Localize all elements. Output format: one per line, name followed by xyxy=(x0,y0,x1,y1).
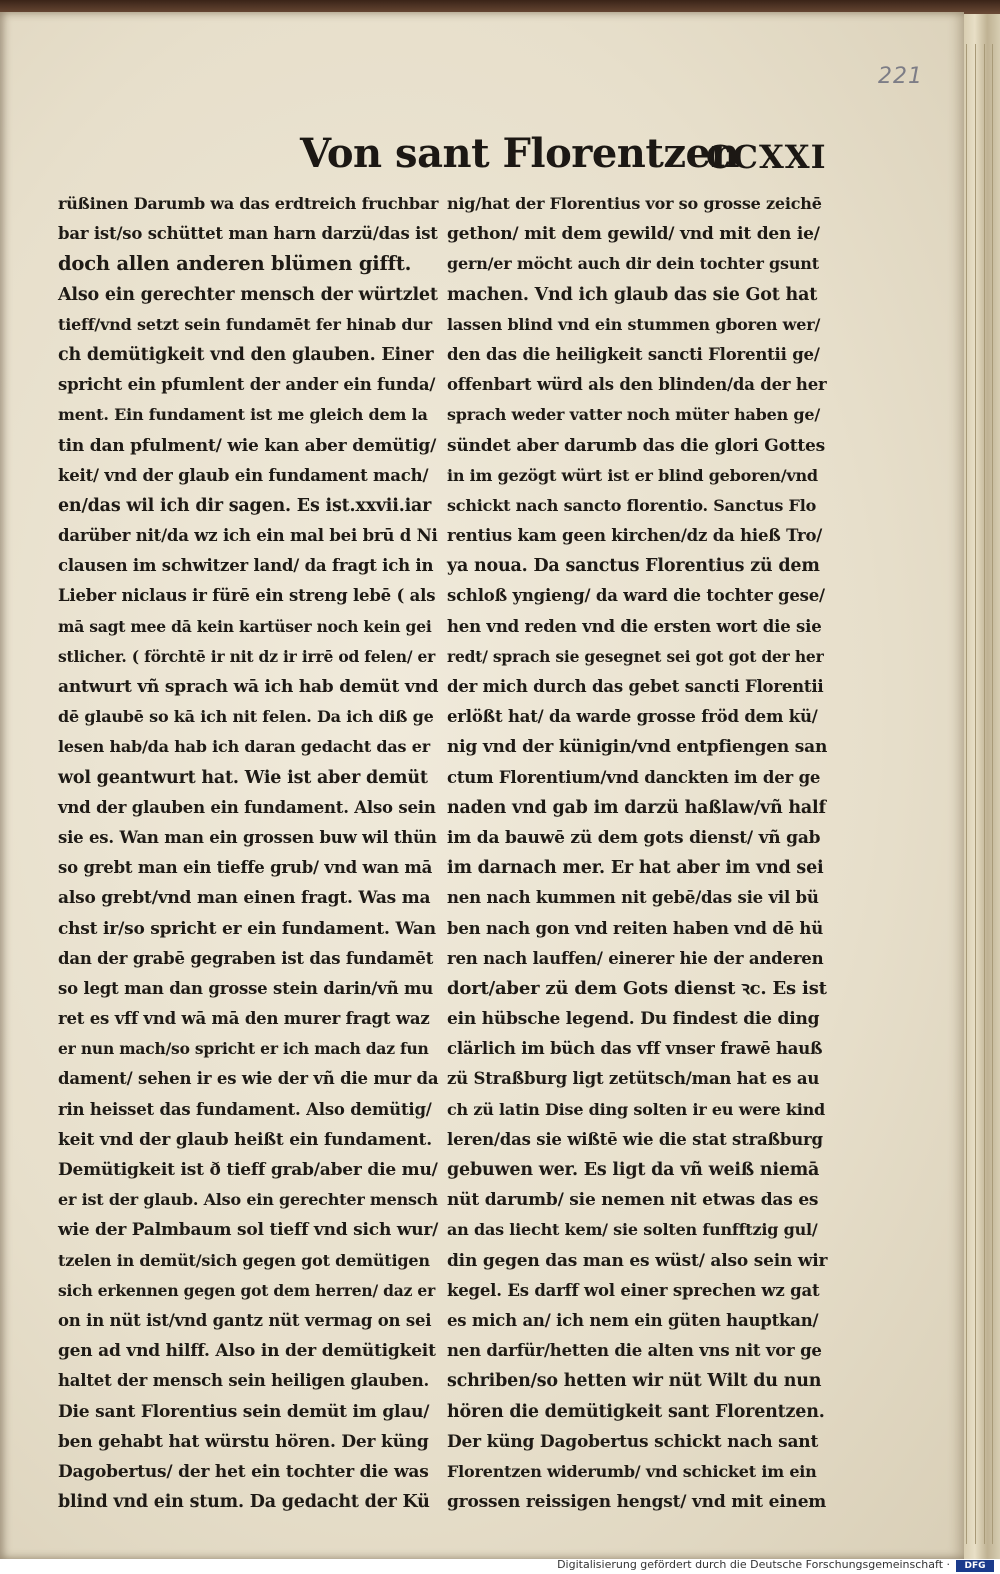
text-line: rin heisset das fundament. Also demütig/ xyxy=(58,1099,432,1119)
text-line: so legt man dan grosse stein darin/vñ mu xyxy=(58,978,434,998)
text-line: der mich durch das gebet sancti Florentii xyxy=(447,677,824,696)
text-line: redt/ sprach sie gesegnet sei got got der her xyxy=(447,646,824,666)
text-line: ben nach gon vnd reiten haben vnd dē hü xyxy=(447,918,824,938)
text-line: Dagobertus/ der het ein tochter die was xyxy=(58,1461,429,1482)
funding-notice: Digitalisierung gefördert durch die Deutsche Forschungsgemeinschaft · xyxy=(557,1558,950,1571)
text-line: schloß yngieng/ da ward die tochter gese/ xyxy=(447,586,825,606)
text-line: gebuwen wer. Es ligt da vñ weiß niemā xyxy=(447,1160,820,1180)
text-line: nen darfür/hetten die alten vns nit vor ge xyxy=(447,1341,822,1361)
text-line: wol geantwurt hat. Wie ist aber demüt xyxy=(58,767,428,788)
text-line: im da bauwē zü dem gots dienst/ vñ gab xyxy=(447,827,821,848)
text-line: im darnach mer. Er hat aber im vnd sei xyxy=(447,858,824,879)
text-line: sündet aber darumb das die glori Gottes xyxy=(447,435,826,456)
text-line: ch demütigkeit vnd den glauben. Einer xyxy=(58,344,434,365)
text-line: on in nüt ist/vnd gantz nüt vermag on sei xyxy=(58,1310,432,1330)
text-line: Florentzen widerumb/ vnd schicket im ein xyxy=(447,1461,817,1481)
text-line: lesen hab/da hab ich daran gedacht das er xyxy=(58,737,430,757)
dfg-logo: DFG xyxy=(956,1560,994,1572)
text-line: nüt darumb/ sie nemen nit etwas das es xyxy=(447,1190,819,1211)
text-line: clausen im schwitzer land/ da fragt ich in xyxy=(58,556,434,576)
page-edge-line xyxy=(966,44,967,1544)
text-line: erlößt hat/ da warde grosse fröd dem kü/ xyxy=(447,707,818,727)
text-line: wie der Palmbaum sol tieff vnd sich wur/ xyxy=(58,1220,439,1241)
text-line: ment. Ein fundament ist me gleich dem la xyxy=(58,405,428,425)
page-edge-line xyxy=(984,44,985,1544)
text-line: ch zü latin Dise ding solten ir eu were kind xyxy=(447,1099,826,1119)
text-line: ren nach lauffen/ einerer hie der anderen xyxy=(447,948,824,968)
text-line: lassen blind vnd ein stummen gboren wer/ xyxy=(447,314,821,334)
text-line: chst ir/so spricht er ein fundament. Wan xyxy=(58,918,436,939)
text-line: sprach weder vatter noch müter haben ge/ xyxy=(447,405,821,425)
text-line: hören die demütigkeit sant Florentzen. xyxy=(447,1401,825,1422)
text-line: in im gezögt würt ist er blind geboren/vnd xyxy=(447,465,818,485)
text-line: vnd der glauben ein fundament. Also sein xyxy=(58,797,436,817)
text-line: an das liecht kem/ sie solten funfftzig gul/ xyxy=(447,1220,818,1240)
text-line: dament/ sehen ir es wie der vñ die mur da xyxy=(58,1069,439,1089)
text-line: Also ein gerechter mensch der würtzlet xyxy=(58,284,438,305)
text-line: ein hübsche legend. Du findest die ding xyxy=(447,1009,820,1030)
text-line: gethon/ mit dem gewild/ vnd mit den ie/ xyxy=(447,224,820,245)
text-line: kegel. Es darff wol einer sprechen wz gat xyxy=(447,1280,820,1300)
text-line: blind vnd ein stum. Da gedacht der Kü xyxy=(58,1492,430,1513)
page-edge-line xyxy=(975,44,976,1544)
text-line: mā sagt mee dā kein kartüser noch kein gei xyxy=(58,616,432,636)
text-line: dan der grabē gegraben ist das fundamēt xyxy=(58,948,434,968)
book-page xyxy=(0,12,964,1559)
text-line: zü Straßburg ligt zetütsch/man hat es au xyxy=(447,1069,820,1089)
text-line: Der küng Dagobertus schickt nach sant xyxy=(447,1431,819,1452)
text-line: er ist der glaub. Also ein gerechter mensch xyxy=(58,1190,438,1210)
text-line: nen nach kummen nit gebē/das sie vil bü xyxy=(447,888,819,908)
text-line: sie es. Wan man ein grossen buw wil thün xyxy=(58,827,437,847)
text-line: sich erkennen gegen got dem herren/ daz er xyxy=(58,1280,436,1300)
text-line: machen. Vnd ich glaub das sie Got hat xyxy=(447,284,818,305)
text-line: also grebt/vnd man einen fragt. Was ma xyxy=(58,888,431,909)
text-line: stlicher. ( förchtē ir nit dz ir irrē od felen/ er xyxy=(58,646,436,666)
left-text-column xyxy=(58,189,438,1517)
text-line: es mich an/ ich nem ein güten hauptkan/ xyxy=(447,1310,819,1330)
text-line: nig vnd der künigin/vnd entpfiengen san xyxy=(447,737,828,758)
text-line: offenbart würd als den blinden/da der her xyxy=(447,375,827,395)
text-line: dort/aber zü dem Gots dienst ꝛc. Es ist xyxy=(447,977,827,999)
text-line: er nun mach/so spricht er ich mach daz fun xyxy=(58,1039,429,1059)
running-title: Von sant Florentzen xyxy=(300,130,740,177)
text-line: schickt nach sancto florentio. Sanctus Flo xyxy=(447,495,817,515)
text-line: den das die heiligkeit sancti Florentii ge/ xyxy=(447,344,820,364)
text-line: grossen reissigen hengst/ vnd mit einem xyxy=(447,1492,827,1513)
right-text-column xyxy=(447,189,827,1517)
text-line: spricht ein pfumlent der ander ein funda/ xyxy=(58,375,436,395)
page-edges xyxy=(958,14,1000,1559)
text-line: din gegen das man es wüst/ also sein wir xyxy=(447,1250,828,1271)
text-line: clärlich im büch das vff vnser frawē hauß xyxy=(447,1039,823,1059)
text-line: tieff/vnd setzt sein fundamēt fer hinab dur xyxy=(58,314,432,334)
text-line: keit vnd der glaub heißt ein fundament. xyxy=(58,1129,432,1150)
text-line: naden vnd gab im darzü haßlaw/vñ half xyxy=(447,797,826,818)
text-line: ya noua. Da sanctus Florentius zü dem xyxy=(447,556,820,577)
text-line: antwurt vñ sprach wā ich hab demüt vnd xyxy=(58,677,439,697)
text-line: leren/das sie wißtē wie die stat straßburg xyxy=(447,1129,823,1149)
roman-page-number: CCXXI xyxy=(706,138,827,176)
text-line: tin dan pfulment/ wie kan aber demütig/ xyxy=(58,435,437,456)
text-line: ret es vff vnd wā mā den murer fragt waz xyxy=(58,1009,430,1029)
text-line: rentius kam geen kirchen/dz da hieß Tro/ xyxy=(447,526,823,546)
text-line: darüber nit/da wz ich ein mal bei brū d Ni xyxy=(58,526,438,546)
text-line: doch allen anderen blümen gifft. xyxy=(58,252,412,276)
text-line: tzelen in demüt/sich gegen got demütigen xyxy=(58,1250,430,1270)
text-line: nig/hat der Florentius vor so grosse zeichē xyxy=(447,194,822,213)
text-line: ben gehabt hat würstu hören. Der küng xyxy=(58,1431,429,1452)
text-line: haltet der mensch sein heiligen glauben. xyxy=(58,1371,430,1391)
text-line: Lieber niclaus ir fürē ein streng lebē ( als xyxy=(58,586,436,606)
text-line: hen vnd reden vnd die ersten wort die sie xyxy=(447,616,822,636)
text-line: Demütigkeit ist ð tieff grab/aber die mu/ xyxy=(58,1160,438,1180)
page-edge-line xyxy=(992,44,993,1544)
text-line: rüßinen Darumb wa das erdtreich fruchbar xyxy=(58,194,439,213)
text-line: Die sant Florentius sein demüt im glau/ xyxy=(58,1401,430,1422)
text-line: bar ist/so schüttet man harn darzü/das ist xyxy=(58,224,438,244)
text-line: so grebt man ein tieffe grub/ vnd wan mā xyxy=(58,858,433,878)
text-line: dē glaubē so kā ich nit felen. Da ich diß ge xyxy=(58,707,434,727)
text-line: keit/ vnd der glaub ein fundament mach/ xyxy=(58,465,429,485)
text-line: ctum Florentium/vnd danckten im der ge xyxy=(447,767,821,787)
text-line: schriben/so hetten wir nüt Wilt du nun xyxy=(447,1371,822,1392)
folio-number: 221 xyxy=(878,64,923,89)
text-line: gern/er möcht auch dir dein tochter gsunt xyxy=(447,254,819,274)
text-line: gen ad vnd hilff. Also in der demütigkeit xyxy=(58,1341,436,1362)
text-line: en/das wil ich dir sagen. Es ist.xxvii.iar xyxy=(58,495,432,516)
